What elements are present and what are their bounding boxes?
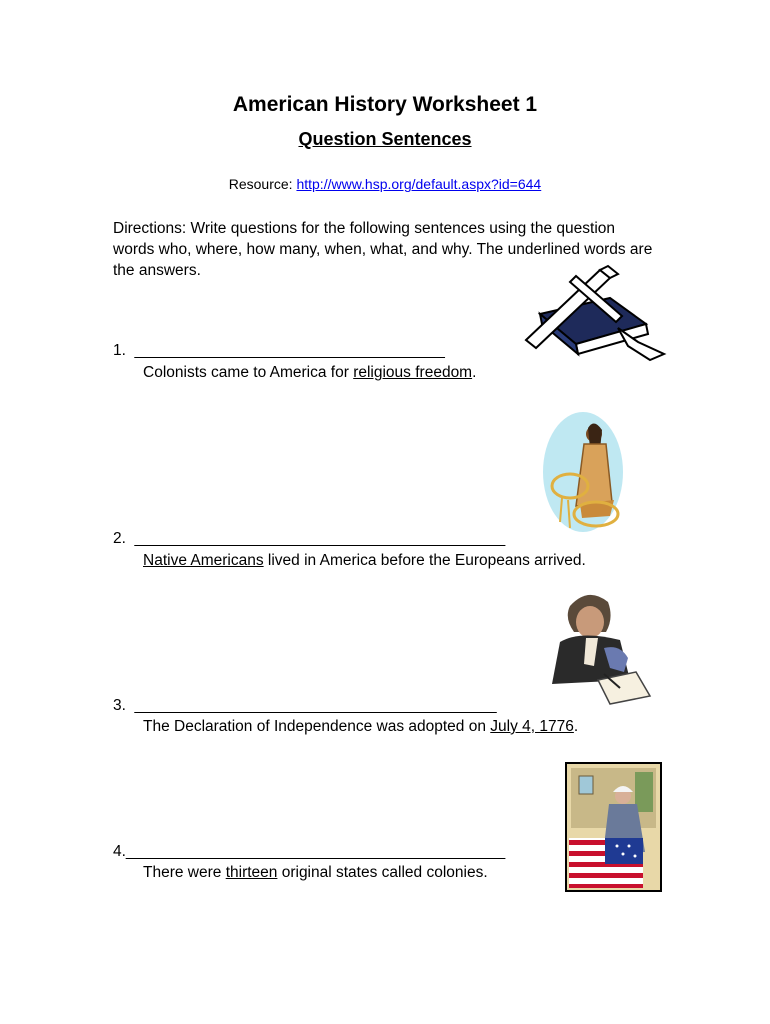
question-2-answer: Native Americans xyxy=(143,552,264,569)
page-subtitle: Question Sentences xyxy=(298,129,472,149)
question-3-answer: July 4, 1776 xyxy=(490,718,574,735)
question-1-answer: religious freedom xyxy=(353,364,473,381)
question-1-post: . xyxy=(472,364,477,381)
question-3-pre: The Declaration of Independence was adopted on xyxy=(143,718,491,735)
resource-link[interactable]: http://www.hsp.org/default.aspx?id=644 xyxy=(296,176,542,192)
resource-label: Resource: xyxy=(228,176,297,192)
question-1-answer-line: 1. ____________________________________ xyxy=(113,342,445,359)
question-2-post: lived in America before the Europeans arrived. xyxy=(263,552,586,569)
question-2-answer-line: 2. ___________________________________________ xyxy=(113,530,506,547)
resource-line xyxy=(0,176,770,192)
question-3-answer-line: 3. __________________________________________ xyxy=(113,697,497,714)
question-4-post: original states called colonies. xyxy=(277,864,488,881)
founding-father-icon xyxy=(540,588,652,708)
directions-text: Directions: Write questions for the following sentences using the question words who, where, how many, when, what, and why. The underlined words are the answers. xyxy=(113,220,653,279)
question-4-sentence xyxy=(143,864,488,882)
page-title: American History Worksheet 1 xyxy=(232,93,538,116)
question-1-sentence xyxy=(143,364,476,382)
question-4-pre: There were xyxy=(143,864,226,881)
question-3-post: . xyxy=(573,718,579,735)
question-3-sentence xyxy=(143,718,578,736)
bible-cross-icon xyxy=(518,262,668,366)
question-2-sentence xyxy=(143,552,586,570)
question-1-pre: Colonists came to America for xyxy=(143,364,354,381)
question-4-answer: thirteen xyxy=(225,864,278,881)
question-4-answer-line: 4.____________________________________________ xyxy=(113,843,506,860)
native-american-icon xyxy=(540,410,626,540)
betsy-ross-flag-icon xyxy=(565,762,662,892)
